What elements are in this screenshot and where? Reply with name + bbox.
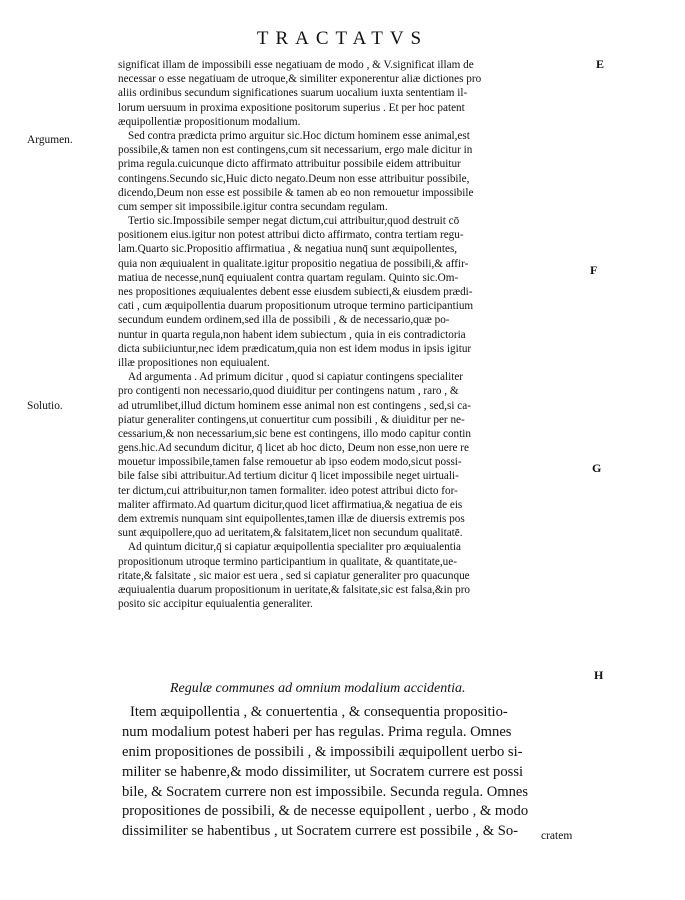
text-line: dicendo,Deum non esse est possibile & tamen ab eo non remouetur impossibile — [118, 186, 474, 199]
margin-letter-h: H — [594, 668, 604, 682]
text-line: dicta subiiciuntur,nec idem prædicatum,quia non est idem modus in ipsis igitur — [118, 342, 472, 355]
text-line: significat illam de impossibili esse negatiuam de modo , & V.significat illam de — [118, 59, 474, 71]
text-line: quia non æquiualent in qualitate.igitur propositio negatiua de possibili,& affir- — [118, 257, 469, 270]
body-text — [118, 58, 586, 611]
margin-letter-e: E — [596, 57, 605, 71]
text-line: Sed contra prædicta primo arguitur sic.Hoc dictum hominem esse animal,est — [128, 129, 470, 142]
text-line: maliter affirmato.Ad quartum dicitur,quod licet affirmatiua,& negatiua de eis — [118, 498, 463, 511]
text-line: nuntur in quarta regula,non habent idem subiectum , quia in eis contradictoria — [118, 328, 466, 341]
text-line: militer se habenre,& modo dissimiliter, ut Socratem currere est possi — [122, 763, 524, 780]
text-line: æquiualentia duarum propositionum in ueritate,& falsitate,sic est falsa,&in pro — [118, 583, 471, 596]
text-line: illæ propositiones non equiualent. — [118, 356, 270, 369]
text-line: cum semper sit impossibile.igitur contra secundam regulam. — [118, 200, 388, 213]
text-line: propositiones de possibili, & de necesse equipollent , uerbo , & modo — [122, 803, 529, 820]
text-line: prima regula.cuicunque dicto affirmato attribuitur possibile eidem attribuitur — [118, 158, 461, 171]
text-line: cati , cum æquipollentia duarum propositionum utroque termino participantium — [118, 300, 474, 313]
text-line: piatur generaliter contingens,ut conuertitur cum possibili , & diuiditur per ne- — [118, 413, 465, 426]
margin-note-solutio: Solutio. — [27, 400, 63, 412]
text-line: aliis ordinibus secundum significationes suarum uocalium iuxta sententiam il- — [118, 87, 468, 100]
text-line: enim propositiones de possibili , & impossibili æquipollent uerbo si- — [122, 743, 523, 760]
text-line: lorum uersuum in proxima expositione positorum superius . Et per hoc patent — [118, 101, 465, 114]
text-line: pro contigenti non necessario,quod diuiditur per contingens natum , raro , & — [118, 385, 459, 398]
rules-text — [122, 703, 592, 842]
catchword: cratem — [541, 830, 573, 842]
text-line: ter dictum,cui attribuitur,non tamen formaliter. ideo potest attribui dicto for- — [118, 484, 458, 497]
text-line: propositionum utroque termino participantium in qualitate, & quantitate,ue- — [118, 555, 457, 568]
text-line: Ad argumenta . Ad primum dicitur , quod si capiatur contingens specialiter — [128, 371, 464, 384]
text-line: dem extremis nunquam sint equipollentes,tamen illæ de diuersis extremis pos — [118, 513, 465, 525]
text-line: nes propositiones æquiualentes debent esse eiusdem subiecti,& eiusdem prædi- — [118, 286, 473, 298]
section-heading: Regulæ communes ad omnium modalium accidentia. — [170, 681, 466, 696]
text-line: bile false sibi attribuitur.Ad tertium dicitur q̄ licet impossibile neget uirtuali- — [118, 470, 459, 483]
text-line: sunt æquipollere,quo ad ueritatem,& falsitatem,licet non secundum qualitatē. — [118, 527, 463, 540]
text-line: ad utrumlibet,illud dictum hominem esse animal non est contingens , sed,si ca- — [118, 399, 471, 412]
margin-letter-g: G — [592, 461, 602, 475]
text-line: posito sic accipitur equiualentia generaliter. — [118, 598, 313, 611]
text-line: bile, & Socratem currere non est impossibile. Secunda regula. Omnes — [122, 783, 529, 800]
text-line: cessarium,& non necessarium,sic bene est contingens, illo modo capitur contin — [118, 427, 471, 440]
text-line: Ad quintum dicitur,q̄ si capiatur æquipollentia specialiter pro æquiualentia — [128, 541, 461, 554]
text-line: mouetur impossibile,tamen false remouetur ab ipso eodem modo,sicut possi- — [118, 456, 462, 469]
text-line: dissimiliter se habentibus , ut Socratem currere est possibile , & So- — [122, 823, 518, 840]
text-line: Item æquipollentia , & conuertentia , & consequentia propositio- — [130, 704, 508, 720]
text-line: possibile,& tamen non est contingens,cum sit necessarium, ergo male dicitur in — [118, 144, 473, 157]
text-line: secundum eundem ordinem,sed illa de possibili , & de necessario,quæ po- — [118, 314, 450, 327]
text-line: positionem eius.igitur non potest attribui dicto affirmato, contra tertiam regu- — [118, 229, 464, 242]
text-line: lam.Quarto sic.Propositio affirmatiua , & negatiua nunq̄ sunt æquipollentes, — [118, 243, 458, 256]
text-line: æquipollentiæ propositionum modalium. — [118, 115, 301, 128]
text-line: necessar o esse negatiuam de utroque,& similiter exponerentur aliæ dictiones pro — [118, 73, 482, 86]
text-line: Tertio sic.Impossibile semper negat dictum,cui attribuitur,quod destruit cō — [128, 215, 460, 228]
text-line: num modalium potest haberi per has regulas. Prima regula. Omnes — [122, 723, 512, 740]
margin-note-argumentum: Argumen. — [27, 134, 73, 146]
margin-letter-f: F — [590, 263, 598, 277]
text-line: ritate,& falsitate , sic maior est uera , sed si capiatur generaliter pro quacunque — [118, 569, 470, 582]
text-line: matiua de necesse,nunq̄ equiualent contra quartam regulam. Quinto sic.Om- — [118, 271, 459, 284]
text-line: gens.hic.Ad secundum dicitur, q̄ licet ab hoc dicto, Deum non esse,non uere re — [118, 442, 469, 455]
text-line: contingens.Secundo sic,Huic dicto negato.Deum non esse attribuitur possibile, — [118, 172, 470, 185]
running-header: TRACTATVS — [256, 28, 429, 49]
